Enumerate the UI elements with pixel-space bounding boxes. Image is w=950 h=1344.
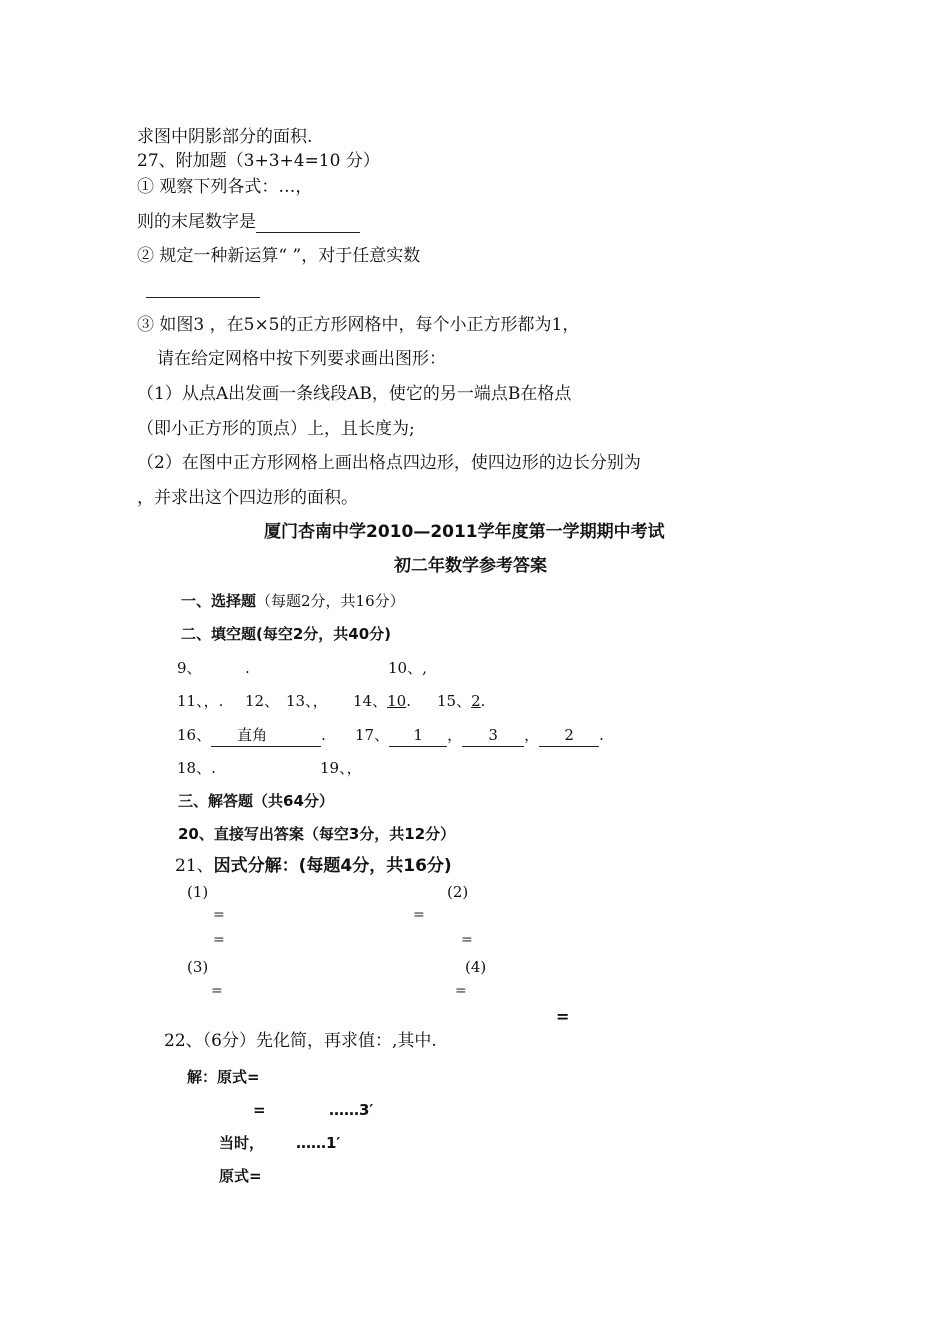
q14: 14、10.	[353, 692, 411, 710]
q15-answer: 2	[471, 692, 481, 710]
problem-27-part3-instr: 请在给定网格中按下列要求画出图形：	[157, 349, 446, 369]
problem-27-part1-text: 则的末尾数字是	[137, 212, 256, 232]
q17: 17、 1 ， 3 ， 2 .	[355, 724, 604, 747]
q12: 12、	[245, 692, 280, 710]
answer-title: 厦门杏南中学2010—2011学年度第一学期期中考试	[264, 522, 665, 542]
q15-label: 15、	[437, 692, 472, 710]
eq-7: =	[556, 1007, 570, 1026]
solution-label: 解：原式=	[187, 1068, 260, 1086]
q21-part2: (2)	[447, 883, 469, 901]
solution-when: 当时，	[219, 1134, 265, 1152]
q18: 18、.	[177, 759, 216, 777]
section-1-note: （每题2分，共16分）	[256, 592, 405, 610]
eq-2: =	[413, 907, 425, 923]
section-1-label: 一、选择题	[181, 592, 257, 610]
q13: 13、，	[286, 692, 328, 710]
q11: 11、，.	[177, 692, 224, 710]
answer-blank	[256, 214, 360, 233]
eq-5: =	[211, 983, 223, 999]
q19: 19、，	[320, 759, 362, 777]
q10: 10、,	[388, 659, 427, 677]
section-2: 二、填空题(每空2分，共40分)	[181, 625, 392, 643]
q21-part3: (3)	[187, 958, 209, 976]
section-3: 三、解答题（共64分）	[178, 792, 334, 810]
q21-label: 因式分解：(每题4分，共16分)	[213, 856, 452, 876]
q16-label: 16、	[177, 726, 212, 744]
problem-27-part3-2: （2）在图中正方形网格上画出格点四边形，使四边形的边长分别为	[137, 453, 641, 473]
problem-27-part3-1: （1）从点A出发画一条线段AB，使它的另一端点B在格点	[137, 384, 572, 404]
problem-27-part3: ③ 如图3 ，在5×5的正方形网格中，每个小正方形都为1，	[137, 315, 580, 335]
problem-line-1: 求图中阴影部分的面积.	[137, 127, 313, 147]
solution-mark-1: ……1′	[296, 1134, 341, 1152]
q9: 9、	[177, 659, 202, 677]
q17-label: 17、	[355, 726, 390, 744]
answer-blank-2	[146, 297, 260, 298]
q21-num: 21、	[175, 856, 214, 876]
eq-1: =	[213, 907, 225, 923]
eq-3: =	[213, 932, 225, 948]
solution-eq: =	[253, 1101, 266, 1119]
q21	[175, 855, 452, 877]
q21-part1: (1)	[187, 883, 209, 901]
section-1	[181, 590, 405, 612]
q17-answer-c: 2	[539, 724, 599, 747]
problem-27-part2: ② 规定一种新运算“ ”，对于任意实数	[137, 246, 421, 266]
problem-27-part3-2b: ，并求出这个四边形的面积。	[137, 488, 358, 508]
solution-mark-3: ……3′	[329, 1101, 374, 1119]
eq-4: =	[461, 932, 473, 948]
q17-answer-a: 1	[389, 724, 447, 747]
q14-answer: 10	[387, 692, 407, 710]
q15: 15、2.	[437, 692, 486, 710]
eq-6: =	[455, 983, 467, 999]
q22: 22、（6分）先化简，再求值：,其中.	[164, 1031, 437, 1051]
problem-27-part3-1b: （即小正方形的顶点）上，且长度为;	[137, 419, 415, 439]
q20: 20、直接写出答案（每空3分，共12分）	[178, 825, 456, 843]
problem-27-title: 27、附加题（3+3+4=10 分）	[137, 151, 380, 171]
problem-27-part1-ask	[137, 211, 360, 233]
solution-orig: 原式=	[219, 1167, 262, 1185]
q17-answer-b: 3	[462, 724, 524, 747]
q16-answer: 直角	[211, 724, 321, 747]
answer-subtitle: 初二年数学参考答案	[394, 556, 547, 576]
problem-27-part1: ① 观察下列各式：…，	[137, 177, 313, 197]
q21-part4: (4)	[465, 958, 487, 976]
q9-dot: .	[245, 659, 250, 677]
q14-label: 14、	[353, 692, 388, 710]
q16: 16、 直角 .	[177, 724, 326, 747]
